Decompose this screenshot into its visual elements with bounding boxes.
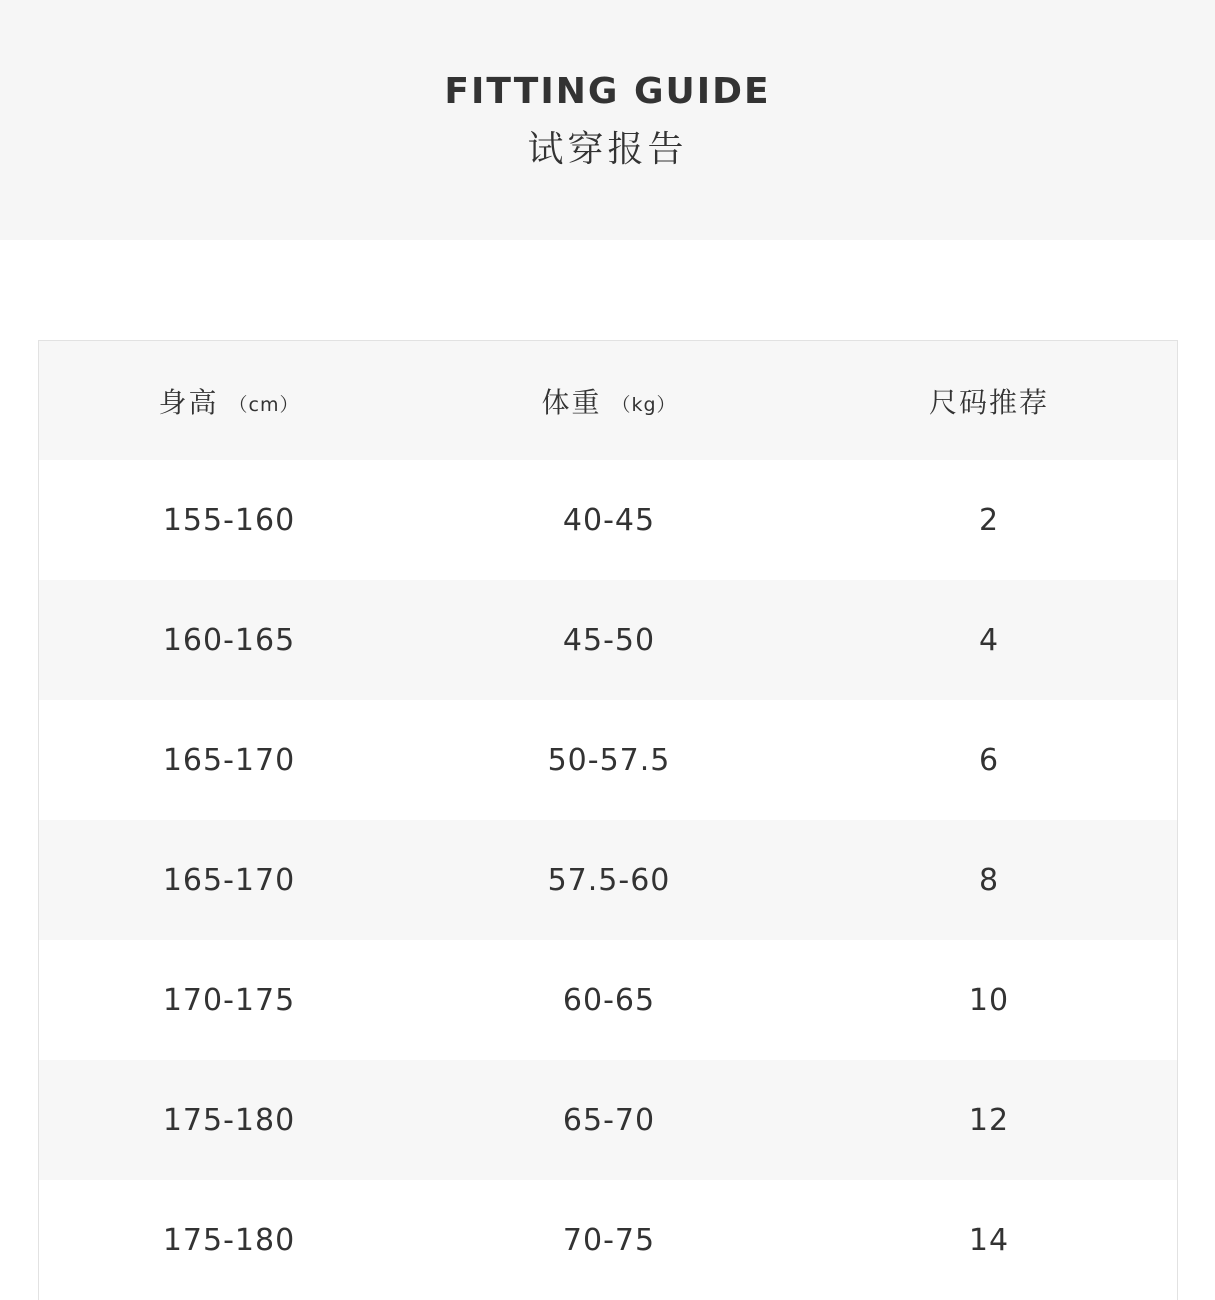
cell-size: 4 bbox=[978, 622, 1000, 658]
cell-height: 170-175 bbox=[162, 982, 296, 1018]
cell-weight: 45-50 bbox=[562, 622, 656, 658]
page-title-en: FITTING GUIDE bbox=[444, 71, 771, 112]
cell-size: 14 bbox=[968, 1222, 1010, 1258]
table-row bbox=[39, 940, 1177, 1060]
column-header-unit: （kg） bbox=[611, 394, 677, 416]
column-header-label: 身高 bbox=[158, 385, 219, 419]
cell-height: 155-160 bbox=[162, 502, 296, 538]
column-header-height bbox=[39, 341, 419, 460]
cell-height: 175-180 bbox=[162, 1222, 296, 1258]
cell-weight: 57.5-60 bbox=[547, 862, 671, 898]
cell-weight: 40-45 bbox=[562, 502, 656, 538]
cell-weight: 60-65 bbox=[562, 982, 656, 1018]
cell-size: 8 bbox=[978, 862, 1000, 898]
cell-weight: 50-57.5 bbox=[547, 742, 671, 778]
table-row bbox=[39, 580, 1177, 700]
column-header-label: 体重 bbox=[541, 385, 602, 419]
cell-height: 175-180 bbox=[162, 1102, 296, 1138]
column-header-size bbox=[799, 341, 1179, 460]
cell-weight: 70-75 bbox=[562, 1222, 656, 1258]
table-row bbox=[39, 1180, 1177, 1300]
table-row bbox=[39, 1060, 1177, 1180]
column-header-weight bbox=[419, 341, 799, 460]
page-title-zh: 试穿报告 bbox=[527, 129, 688, 170]
cell-height: 165-170 bbox=[162, 862, 296, 898]
cell-size: 6 bbox=[978, 742, 1000, 778]
table-row bbox=[39, 700, 1177, 820]
table-header-row bbox=[39, 341, 1177, 460]
cell-size: 10 bbox=[968, 982, 1010, 1018]
table-row bbox=[39, 820, 1177, 940]
cell-size: 12 bbox=[968, 1102, 1010, 1138]
cell-height: 160-165 bbox=[162, 622, 296, 658]
size-table bbox=[38, 340, 1178, 1300]
cell-weight: 65-70 bbox=[562, 1102, 656, 1138]
cell-height: 165-170 bbox=[162, 742, 296, 778]
header-band bbox=[0, 0, 1215, 240]
cell-size: 2 bbox=[978, 502, 1000, 538]
column-header-unit: （cm） bbox=[228, 394, 300, 416]
column-header-label: 尺码推荐 bbox=[928, 385, 1049, 419]
table-row bbox=[39, 460, 1177, 580]
